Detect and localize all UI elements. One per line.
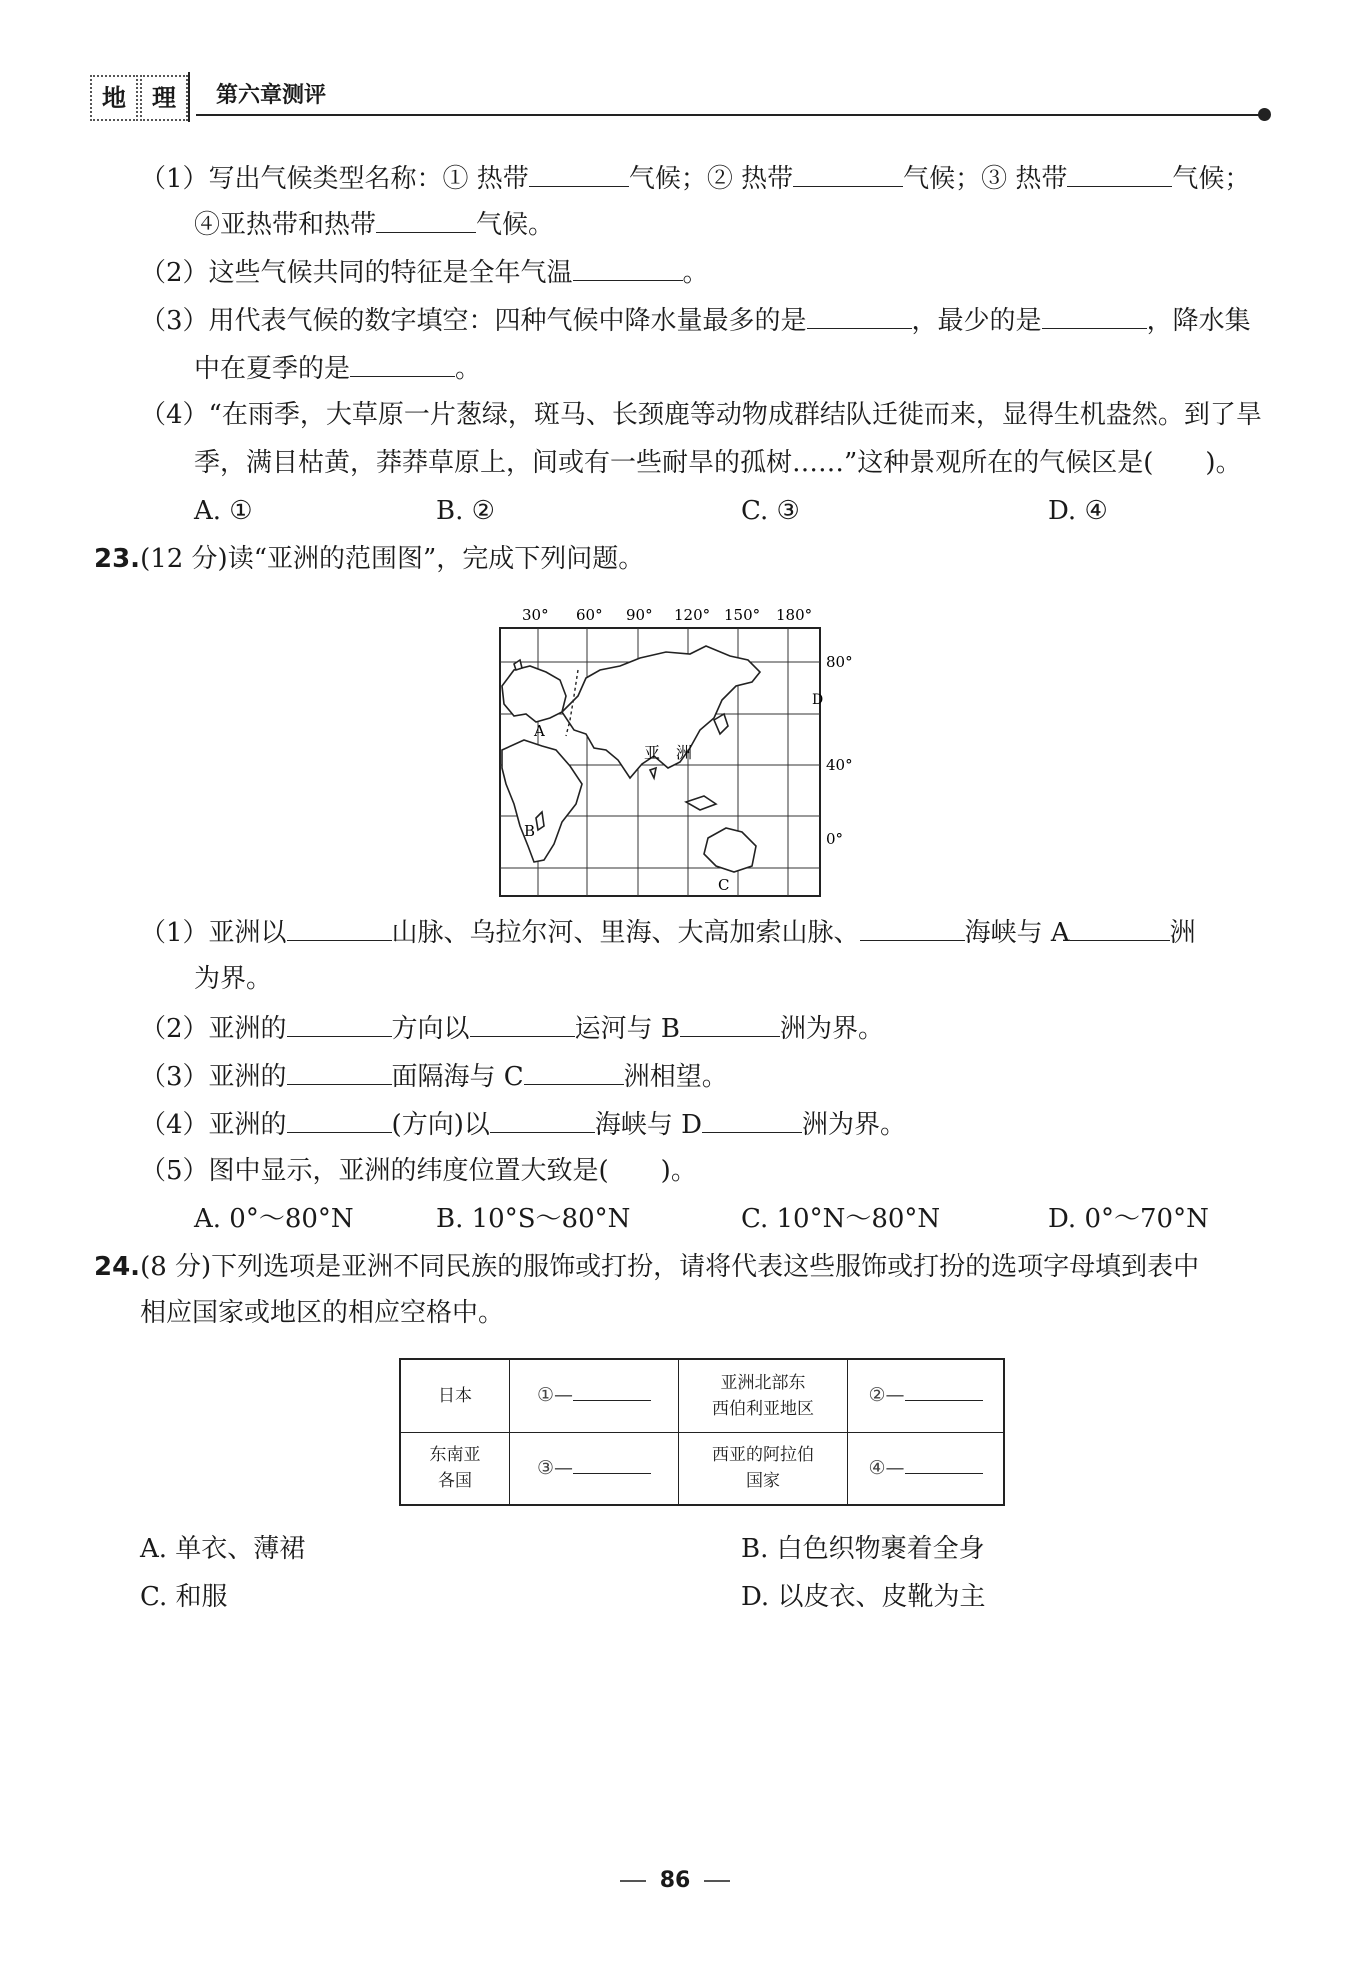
table-row xyxy=(400,1359,1004,1432)
costume-table xyxy=(399,1358,1005,1506)
blank[interactable] xyxy=(860,914,965,941)
blank[interactable] xyxy=(529,160,629,187)
q22-option-b[interactable]: B. ② xyxy=(436,496,495,526)
q22-part3-line1: （3）用代表气候的数字填空：四种气候中降水量最多的是 ，最少的是 ，降水集 xyxy=(140,302,1251,338)
cell-north-asia: 亚洲北部东 西伯利亚地区 xyxy=(679,1359,848,1432)
blank[interactable] xyxy=(702,1106,802,1133)
q23-option-d[interactable]: D. 0°～70°N xyxy=(1048,1204,1209,1234)
cell-japan: 日本 xyxy=(400,1359,510,1432)
lon-label: 120° xyxy=(674,606,711,624)
map-letter-b: B xyxy=(524,822,536,840)
cell-west-asia: 西亚的阿拉伯 国家 xyxy=(679,1432,848,1505)
lat-label: 80° xyxy=(826,653,853,671)
q24-stem-line2: 相应国家或地区的相应空格中。 xyxy=(140,1298,505,1328)
asia-range-map xyxy=(490,600,870,900)
blank[interactable] xyxy=(470,1010,575,1037)
page-number: 86 xyxy=(0,1868,1350,1893)
map-letter-a: A xyxy=(534,722,545,740)
blank[interactable] xyxy=(490,1106,595,1133)
map-letter-c: C xyxy=(718,876,730,894)
q22-part4-line2: 季，满目枯黄，莽莽草原上，间或有一些耐旱的孤树……”这种景观所在的气候区是( )。 xyxy=(194,448,1242,478)
lat-label: 40° xyxy=(826,756,853,774)
blank[interactable] xyxy=(287,914,392,941)
lon-label: 150° xyxy=(724,606,761,624)
q23-part2: （2）亚洲的 方向以 运河与 B 洲为界。 xyxy=(140,1010,884,1046)
lat-label: 0° xyxy=(826,830,844,848)
q24-option-b[interactable]: B. 白色织物裹着全身 xyxy=(741,1534,985,1564)
q23-part4: （4）亚洲的 (方向)以 海峡与 D 洲为界。 xyxy=(140,1106,906,1142)
q24-stem-line1: 24.(8 分)下列选项是亚洲不同民族的服饰或打扮，请将代表这些服饰或打扮的选项字母填到表中 xyxy=(94,1252,1200,1282)
blank[interactable] xyxy=(807,302,912,329)
q23-part1-line1: （1）亚洲以 山脉、乌拉尔河、里海、大高加索山脉、 海峡与 A 洲 xyxy=(140,914,1196,950)
q22-part2: （2）这些气候共同的特征是全年气温 。 xyxy=(140,254,709,290)
q23-part5: （5）图中显示，亚洲的纬度位置大致是( )。 xyxy=(140,1156,697,1186)
blank[interactable] xyxy=(680,1010,780,1037)
q24-number: 24. xyxy=(94,1252,141,1282)
q23-option-a[interactable]: A. 0°～80°N xyxy=(194,1204,354,1234)
subject-badge-2: 理 xyxy=(140,75,188,121)
q24-option-a[interactable]: A. 单衣、薄裙 xyxy=(140,1534,306,1564)
blank[interactable] xyxy=(287,1058,392,1085)
blank[interactable] xyxy=(573,254,683,281)
header-rule xyxy=(196,114,1264,116)
map-letter-d: D xyxy=(812,692,824,708)
table-row xyxy=(400,1432,1004,1505)
blank[interactable] xyxy=(1067,160,1172,187)
lon-label: 60° xyxy=(576,606,603,624)
header-rule-dot xyxy=(1258,108,1271,121)
region-label-asia: 亚 洲 xyxy=(644,743,693,762)
q24-option-c[interactable]: C. 和服 xyxy=(140,1582,228,1612)
blank[interactable] xyxy=(524,1058,624,1085)
q23-part3: （3）亚洲的 面隔海与 C 洲相望。 xyxy=(140,1058,728,1094)
subject-badge-1: 地 xyxy=(90,75,138,121)
lon-label: 180° xyxy=(776,606,813,624)
cell-answer-3[interactable]: ③— xyxy=(510,1432,679,1505)
q22-part1-line2: ④亚热带和热带 气候。 xyxy=(194,206,554,242)
lon-label: 90° xyxy=(626,606,653,624)
cell-answer-2[interactable]: ②— xyxy=(848,1359,1005,1432)
q22-part4-line1: （4）“在雨季，大草原一片葱绿，斑马、长颈鹿等动物成群结队迁徙而来，显得生机盎然。到了旱 xyxy=(140,400,1262,430)
q22-option-d[interactable]: D. ④ xyxy=(1048,496,1108,526)
q22-part1-line1: （1）写出气候类型名称：① 热带 气候；② 热带 气候；③ 热带 气候； xyxy=(140,160,1250,196)
q22-option-a[interactable]: A. ① xyxy=(194,496,253,526)
blank[interactable] xyxy=(350,350,455,377)
q23-option-c[interactable]: C. 10°N～80°N xyxy=(741,1204,941,1234)
q22-option-c[interactable]: C. ③ xyxy=(741,496,800,526)
blank[interactable] xyxy=(287,1010,392,1037)
cell-answer-4[interactable]: ④— xyxy=(848,1432,1005,1505)
header-separator xyxy=(188,72,190,122)
q23-number: 23. xyxy=(94,544,141,574)
q23-stem: 23.(12 分)读“亚洲的范围图”，完成下列问题。 xyxy=(94,544,645,574)
q22-part3-line2: 中在夏季的是 。 xyxy=(194,350,481,386)
blank[interactable] xyxy=(376,206,476,233)
blank[interactable] xyxy=(1070,914,1170,941)
blank[interactable] xyxy=(793,160,903,187)
chapter-title: 第六章测评 xyxy=(216,83,327,108)
q23-part1-line2: 为界。 xyxy=(194,964,273,994)
cell-southeast-asia: 东南亚 各国 xyxy=(400,1432,510,1505)
lon-label: 30° xyxy=(522,606,549,624)
blank[interactable] xyxy=(1042,302,1147,329)
blank[interactable] xyxy=(287,1106,392,1133)
landmass-outlines xyxy=(502,646,760,872)
q24-option-d[interactable]: D. 以皮衣、皮靴为主 xyxy=(741,1582,986,1612)
cell-answer-1[interactable]: ①— xyxy=(510,1359,679,1432)
q23-option-b[interactable]: B. 10°S～80°N xyxy=(436,1204,631,1234)
